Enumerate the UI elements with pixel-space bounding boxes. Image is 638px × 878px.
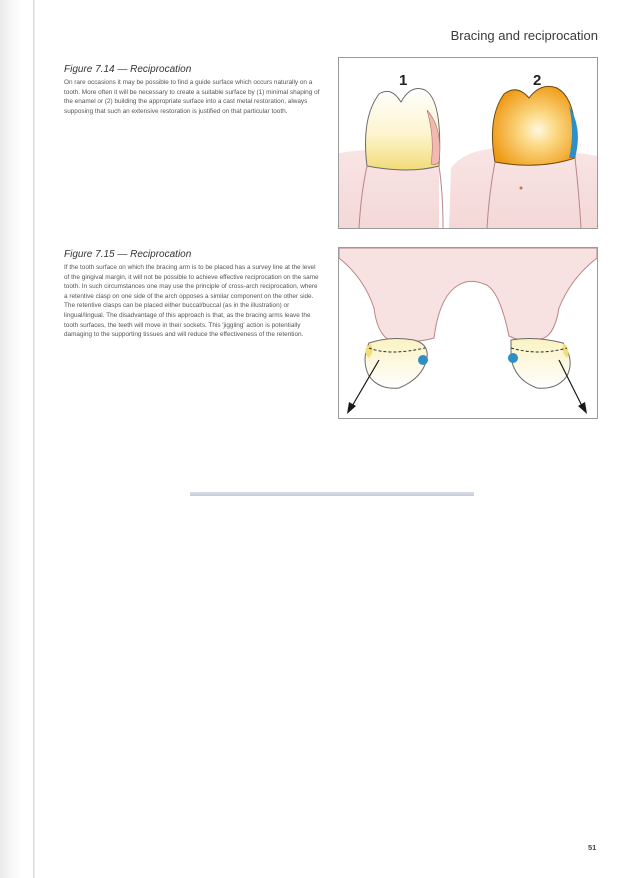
binding-edge — [33, 0, 35, 878]
right-arrow-shaft — [559, 360, 583, 408]
right-arrow-head — [578, 402, 587, 414]
figure-7-15-illustration — [338, 247, 598, 419]
figure-7-14-title: Figure 7.14 — Reciprocation — [64, 64, 192, 75]
blue-rule — [190, 492, 474, 496]
figure-7-15-title: Figure 7.15 — Reciprocation — [64, 249, 192, 260]
left-arrow-shaft — [351, 360, 379, 408]
figure-7-14-text: On rare occasions it may be possible to find a guide surface which occurs naturally on a tooth. More often it will be necessary to create a suitable surface by (1) minimal shaping of the enamel or (2) building the appropriate surface into a cast metal restoration, always supposing that such an extensive restoration is justified on that particular tooth. — [64, 79, 320, 115]
left-retentive-clasp — [418, 355, 428, 365]
figure-7-15-drawing — [339, 248, 597, 418]
figure-7-15-caption — [64, 249, 322, 340]
right-retentive-clasp — [508, 353, 518, 363]
page-number: 51 — [588, 843, 597, 852]
running-head: Bracing and reciprocation — [450, 28, 598, 43]
figure-7-14-illustration — [338, 57, 598, 229]
speck — [520, 187, 523, 190]
tooth-2-cast-restoration — [492, 86, 575, 165]
label-2: 2 — [533, 72, 542, 89]
label-1: 1 — [399, 72, 408, 89]
figure-7-15-text: If the tooth surface on which the bracing arm is to be placed has a survey line at the level of the gingival margin, it will not be possible to achieve effective reciprocation on the same tooth. In such circumstances one may use the principle of cross-arch reciprocation, where a retentive clasp on one side of the arch opposes a similar component on the other side. The retentive clasps can be placed either buccal/buccal (as in the illustration) or lingual/lingual. The disadvantage of this approach is that, as the bracing arms leave the tooth surfaces, the teeth will move in their sockets. This 'jiggling' action is potentially damaging to the supporting tissues and will reduce the effectiveness of the retention. — [64, 264, 319, 339]
page-binding-shadow — [0, 0, 22, 878]
arch-gum — [339, 248, 597, 342]
tooth-1-crown — [366, 89, 440, 171]
left-tooth-crown — [365, 339, 427, 389]
figure-7-14-drawing — [339, 58, 597, 228]
figure-7-14-caption — [64, 64, 322, 116]
left-arrow-head — [347, 402, 356, 414]
